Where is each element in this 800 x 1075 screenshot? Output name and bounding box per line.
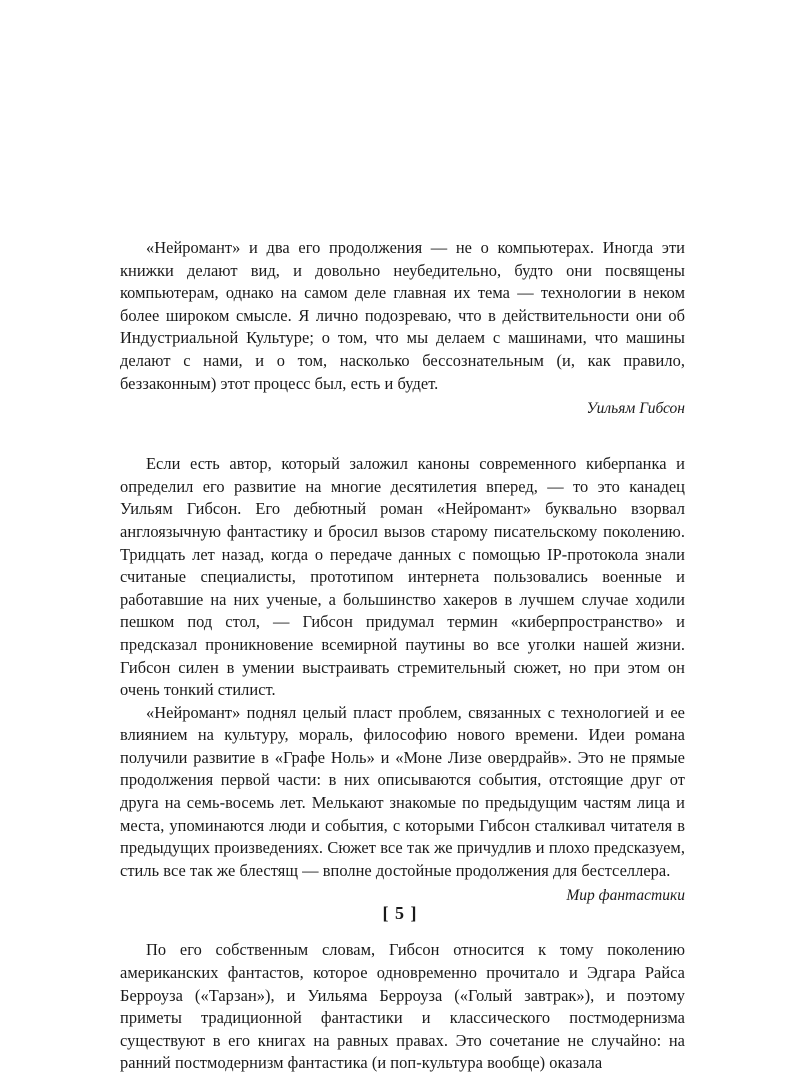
quote-attribution: Мир фантастики xyxy=(566,887,685,905)
quote-paragraph: «Нейромант» поднял целый пласт проблем, связанных с технологией и ее влиянием на культуру, мораль, философию нового времени. Идеи романа получили развитие в «Графе Ноль» и «Моне Лизе овердрайв». Это не прямые продолжения первой части: в них описываются события, отстоящие друг от друга на семь-восемь лет. Мелькают знакомые по предыдущим частям лица и места, упоминаются люди и события, с которыми Гибсон сталкивал читателя в предыдущих произведениях. Сюжет все так же причудлив и плохо предсказуем, стиль все так же блестящ — вполне достойные продолжения для бестселлера. xyxy=(120,702,685,880)
page-content xyxy=(120,237,685,1075)
quote-paragraph: Если есть автор, который заложил каноны современного киберпанка и определил его развитие на многие десятилетия вперед, — то это канадец Уильям Гибсон. Его дебютный роман «Нейромант» буквально взорвал англоязычную фантастику и бросил вызов старому писательскому поколению. Тридцать лет назад, когда о передаче данных с помощью IP-протокола знали считаные специалисты, прототипом интернета пользовались военные и работавшие на них ученые, а большинство хакеров в лучшем случае ходили пешком под стол, — Гибсон придумал термин «киберпространство» и предсказал проникновение всемирной паутины во все уголки нашей жизни. Гибсон силен в умении выстраивать стремительный сюжет, но при этом он очень тонкий стилист. xyxy=(120,454,685,700)
epigraph-quote-gibson xyxy=(120,237,685,420)
body-paragraph: По его собственным словам, Гибсон относится к тому поколению американских фантастов, которое одновременно прочитало и Эдгара Райса Берроуза («Тарзан»), и Уильяма Берроуза («Голый завтрак»), и поэтому приметы традиционной фантастики и классического постмодернизма существуют в его книгах на равных правах. Это сочетание не случайно: на ранний постмодернизм фантастика (и поп-культура вообще) оказала xyxy=(120,940,685,1073)
spacer xyxy=(120,420,685,453)
main-body-text xyxy=(120,939,685,1075)
epigraph-quote-mir-fantastiki xyxy=(120,453,685,907)
quote-attribution: Уильям Гибсон xyxy=(586,400,685,418)
quote-text: «Нейромант» и два его продолжения — не о компьютерах. Иногда эти книжки делают вид, и довольно неубедительно, будто они посвящены компьютерам, однако на самом деле главная их тема — технологии в неком более широком смысле. Я лично подозреваю, что в действительности они об Индустриальной Культуре; о том, что мы делаем с машинами, что машины делают с нами, и о том, насколько бессознательным (и, как правило, беззаконным) этот процесс был, есть и будет. xyxy=(120,238,685,393)
page-number: [ 5 ] xyxy=(382,903,418,923)
